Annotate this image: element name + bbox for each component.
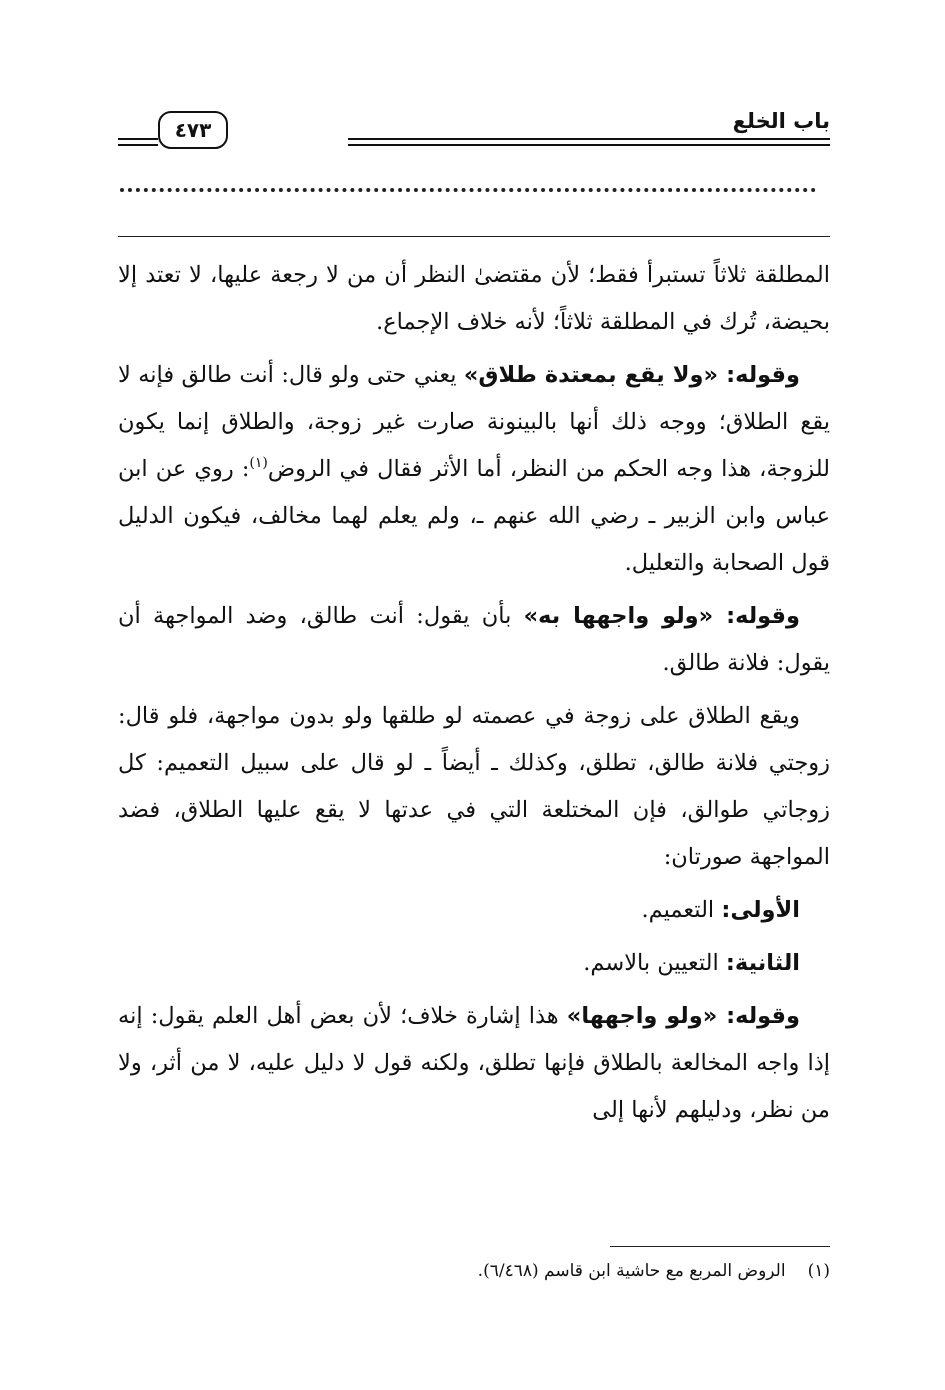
paragraph-text: بأن يقول: أنت طالق، وضد المواجهة أن يقول: فلانة طالق. [118,603,830,676]
list-item [118,887,830,934]
list-item [118,940,830,987]
footnote [118,1258,830,1284]
header-rule [118,144,158,146]
paragraph-text: يعني حتى ولو قال: أنت طالق فإنه لا يقع الطلاق؛ ووجه ذلك أنها بالبينونة صارت غير زوجة، والطلاق إنما يكون للزوجة، هذا وجه الحكم من النظر، أما الأثر فقال في الروض [118,362,830,482]
paragraph [118,693,830,881]
page-number-text: ٤٧٣ [174,118,212,142]
paragraph-text: ويقع الطلاق على زوجة في عصمته لو طلقها ولو بدون مواجهة، فلو قال: زوجتي فلانة طالق، تطلق، وكذلك ـ أيضاً ـ لو قال على سبيل التعميم: كل زوجاتي طوالق، فإن المختلعة التي في عدتها لا يقع عليها الطلاق، فضد المواجهة صورتان: [118,703,830,870]
footnote-rule [610,1246,830,1247]
paragraph-text: هذا إشارة خلاف؛ لأن بعض أهل العلم يقول: إنه إذا واجه المخالعة بالطلاق فإنها تطلق، ولكنه قول لا دليل عليه، لا من أثر، ولا من نظر، ودليلهم لأنها إلى [118,1003,830,1123]
section-separator [118,236,830,237]
page-body [118,252,830,1140]
quoted-phrase: وقوله: «ولا يقع بمعتدة طلاق» [463,362,800,388]
dotted-divider [120,188,816,192]
paragraph [118,352,830,587]
item-label: الثانية: [725,950,800,976]
quoted-phrase: وقوله: «ولو واجهها به» [523,603,800,629]
header-rule [348,138,830,140]
paragraph-text: المطلقة ثلاثاً تستبرأ فقط؛ لأن مقتضىٰ النظر أن من لا رجعة عليها، لا تعتد إلا بحيضة، تُرك في المطلقة ثلاثاً؛ لأنه خلاف الإجماع. [118,262,830,335]
paragraph-text: : روي عن ابن عباس وابن الزبير ـ رضي الله عنهم ـ، ولم يعلم لهما مخالف، فيكون الدليل قول الصحابة والتعليل. [118,456,830,576]
item-label: الأولى: [721,897,800,923]
footnote-text: الروض المربع مع حاشية ابن قاسم (٦/٤٦٨). [477,1261,786,1281]
paragraph [118,252,830,346]
chapter-title: باب الخلع [732,109,830,133]
page-number [158,111,228,149]
header-rule [118,138,158,140]
paragraph [118,593,830,687]
item-text: التعميم. [641,897,722,923]
quoted-phrase: وقوله: «ولو واجهها» [566,1003,800,1029]
footnote-number: (١) [807,1261,830,1281]
footnote-ref: (١) [249,455,268,471]
page-header [118,104,830,154]
header-rule [348,144,830,146]
item-text: التعيين بالاسم. [583,950,726,976]
paragraph [118,993,830,1134]
